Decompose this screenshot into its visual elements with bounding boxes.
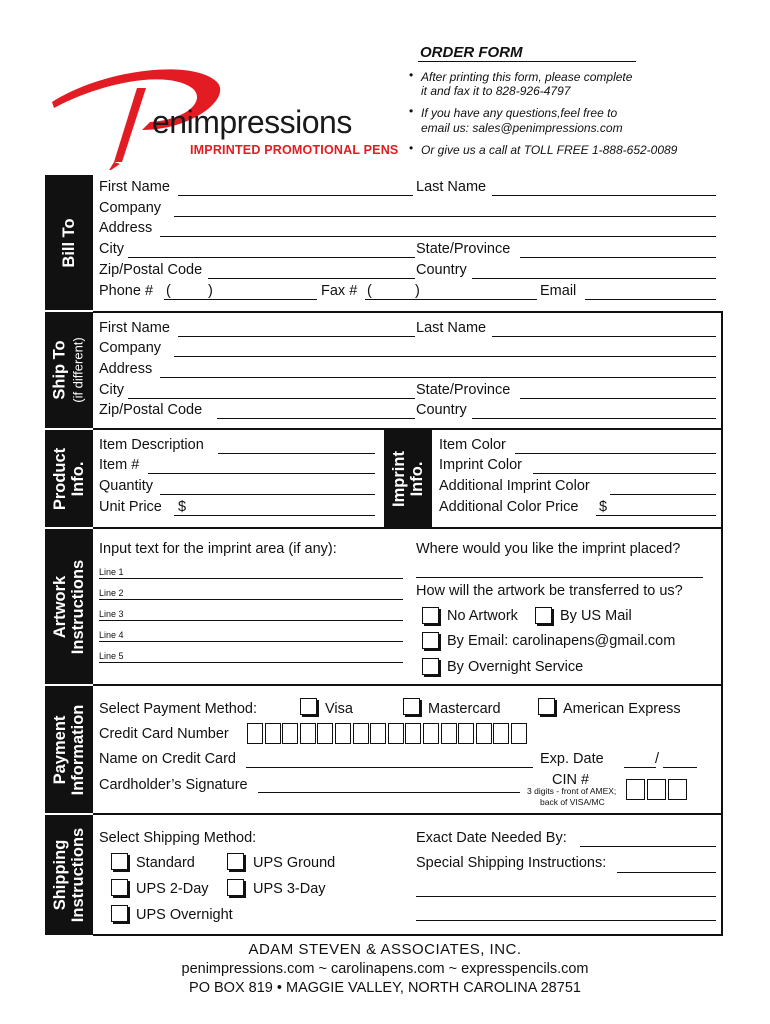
visa-label: Visa (325, 701, 353, 717)
by-mail-checkbox[interactable] (535, 607, 552, 624)
cin-note-1: 3 digits - front of AMEX; (527, 786, 617, 796)
card-digit-cell[interactable] (317, 723, 333, 744)
section-divider (93, 934, 723, 936)
questions-note: If you have any questions,feel free to (421, 106, 618, 120)
quantity-label: Quantity (99, 478, 153, 494)
line-5-label: Line 5 (99, 651, 124, 661)
section-divider (93, 813, 723, 815)
item-number-label: Item # (99, 457, 140, 473)
no-artwork-checkbox[interactable] (422, 607, 439, 624)
mastercard-label: Mastercard (428, 701, 501, 717)
imprint-color-field[interactable] (533, 473, 716, 474)
bill-phone-field[interactable] (164, 299, 317, 300)
fax-number: it and fax it to 828-926-4797 (421, 84, 571, 98)
bill-fax-field[interactable] (365, 299, 537, 300)
card-digit-cell[interactable] (458, 723, 474, 744)
item-description-label: Item Description (99, 437, 204, 453)
item-description-field[interactable] (218, 453, 375, 454)
form-title-underline (418, 61, 636, 62)
special-instructions-field-2[interactable] (416, 896, 716, 897)
additional-imprint-color-label: Additional Imprint Color (439, 478, 590, 494)
bullet: • (409, 141, 414, 155)
line-3-label: Line 3 (99, 609, 124, 619)
ship-last-name-label: Last Name (416, 320, 487, 336)
bullet: • (409, 104, 414, 118)
by-email-checkbox[interactable] (422, 632, 439, 649)
placement-field[interactable] (416, 577, 703, 578)
by-email-label: By Email: carolinapens@gmail.com (447, 633, 676, 649)
quantity-field[interactable] (160, 494, 375, 495)
ship-zip-field[interactable] (217, 418, 415, 419)
bill-last-name-label: Last Name (416, 179, 487, 195)
exp-month-field[interactable] (624, 767, 656, 768)
cin-digit-cell[interactable] (626, 779, 645, 800)
imprint-text-prompt: Input text for the imprint area (if any): (99, 541, 337, 557)
standard-label: Standard (136, 855, 195, 871)
ups-3day-checkbox[interactable] (227, 879, 244, 896)
right-border (721, 311, 723, 935)
card-digit-cell[interactable] (335, 723, 351, 744)
footer-websites: penimpressions.com ~ carolinapens.com ~ expresspencils.com (181, 961, 589, 977)
additional-color-price-field[interactable] (596, 515, 716, 516)
item-number-field[interactable] (148, 473, 375, 474)
no-artwork-label: No Artwork (447, 608, 518, 624)
card-digit-cell[interactable] (265, 723, 281, 744)
unit-price-field[interactable] (174, 515, 375, 516)
exp-separator: / (655, 751, 660, 767)
item-color-label: Item Color (439, 437, 506, 453)
ship-address-field[interactable] (160, 377, 716, 378)
ship-last-name-field[interactable] (492, 336, 716, 337)
unit-price-currency: $ (178, 499, 187, 515)
bill-last-name-field[interactable] (492, 195, 716, 196)
form-title: ORDER FORM (420, 44, 523, 61)
card-digit-cell[interactable] (405, 723, 421, 744)
cin-label: CIN # (552, 772, 590, 788)
by-mail-label: By US Mail (560, 608, 632, 624)
unit-price-label: Unit Price (99, 499, 162, 515)
payment-label: Payment Information (45, 686, 93, 813)
by-overnight-label: By Overnight Service (447, 659, 584, 675)
exp-year-field[interactable] (663, 767, 697, 768)
bill-country-label: Country (416, 262, 467, 278)
ship-zip-label: Zip/Postal Code (99, 402, 203, 418)
cin-digit-cell[interactable] (668, 779, 687, 800)
sales-email: email us: sales@penimpressions.com (421, 121, 623, 135)
visa-checkbox[interactable] (300, 698, 317, 715)
card-digit-cell[interactable] (370, 723, 386, 744)
special-instructions-field-3[interactable] (416, 920, 716, 921)
line-1-label: Line 1 (99, 567, 124, 577)
ship-to-label: Ship To (if different) (45, 312, 93, 428)
bill-zip-label: Zip/Postal Code (99, 262, 203, 278)
card-digit-cell[interactable] (353, 723, 369, 744)
amex-checkbox[interactable] (538, 698, 555, 715)
card-digit-cell[interactable] (511, 723, 527, 744)
ship-country-label: Country (416, 402, 467, 418)
special-instructions-field-1[interactable] (617, 872, 716, 873)
ups-overnight-checkbox[interactable] (111, 905, 128, 922)
bill-zip-field[interactable] (208, 278, 415, 279)
bill-country-field[interactable] (472, 278, 716, 279)
mastercard-checkbox[interactable] (403, 698, 420, 715)
ship-company-label: Company (99, 340, 162, 356)
card-digit-cell[interactable] (493, 723, 509, 744)
exact-date-label: Exact Date Needed By: (416, 830, 567, 846)
additional-color-currency: $ (599, 499, 608, 515)
fax-instructions: After printing this form, please complete (421, 70, 633, 84)
card-digit-cell[interactable] (423, 723, 439, 744)
ups-ground-label: UPS Ground (253, 855, 336, 871)
standard-checkbox[interactable] (111, 853, 128, 870)
card-digit-cell[interactable] (441, 723, 457, 744)
additional-imprint-color-field[interactable] (610, 494, 716, 495)
special-instructions-label: Special Shipping Instructions: (416, 855, 607, 871)
bill-first-name-field[interactable] (178, 195, 413, 196)
fax-paren-open: ( (367, 283, 372, 299)
signature-label: Cardholder’s Signature (99, 777, 248, 793)
line-3-field[interactable] (99, 620, 403, 621)
line-5-field[interactable] (99, 662, 403, 663)
phone-paren-close: ) (208, 283, 213, 299)
card-number-label: Credit Card Number (99, 726, 229, 742)
name-on-card-label: Name on Credit Card (99, 751, 236, 767)
transfer-question: How will the artwork be transferred to us? (416, 583, 683, 599)
bill-company-field[interactable] (174, 216, 716, 217)
card-digit-cell[interactable] (300, 723, 316, 744)
exp-date-label: Exp. Date (540, 751, 604, 767)
card-digit-cell[interactable] (282, 723, 298, 744)
signature-field[interactable] (258, 792, 520, 793)
placement-question: Where would you like the imprint placed? (416, 541, 681, 557)
shipping-label: Shipping Instructions (45, 815, 93, 935)
section-divider (93, 684, 723, 686)
shipping-method-label: Select Shipping Method: (99, 830, 257, 846)
bill-fax-label: Fax # (321, 283, 358, 299)
name-on-card-field[interactable] (246, 767, 533, 768)
bill-first-name-label: First Name (99, 179, 170, 195)
ship-state-field[interactable] (520, 398, 716, 399)
line-1-field[interactable] (99, 578, 403, 579)
section-divider (93, 527, 723, 529)
ship-country-field[interactable] (472, 418, 716, 419)
logo-wordmark: enimpressions (152, 104, 352, 140)
bill-city-field[interactable] (128, 257, 415, 258)
additional-color-price-label: Additional Color Price (439, 499, 579, 515)
card-digit-cell[interactable] (247, 723, 263, 744)
ship-state-label: State/Province (416, 382, 511, 398)
phone-paren-open: ( (166, 283, 171, 299)
ups-overnight-label: UPS Overnight (136, 907, 233, 923)
fax-paren-close: ) (415, 283, 420, 299)
line-2-label: Line 2 (99, 588, 124, 598)
footer-company: ADAM STEVEN & ASSOCIATES, INC. (248, 941, 522, 958)
item-color-field[interactable] (515, 453, 716, 454)
ups-2day-checkbox[interactable] (111, 879, 128, 896)
ship-first-name-label: First Name (99, 320, 170, 336)
bill-to-label: Bill To (45, 175, 93, 310)
ship-address-label: Address (99, 361, 153, 377)
line-4-field[interactable] (99, 641, 403, 642)
card-digit-cell[interactable] (476, 723, 492, 744)
bill-company-label: Company (99, 200, 162, 216)
ups-3day-label: UPS 3-Day (253, 881, 326, 897)
ship-city-label: City (99, 382, 124, 398)
bill-address-label: Address (99, 220, 153, 236)
bill-state-field[interactable] (520, 257, 716, 258)
bill-city-label: City (99, 241, 124, 257)
ups-ground-checkbox[interactable] (227, 853, 244, 870)
imprint-color-label: Imprint Color (439, 457, 522, 473)
cin-digit-cell[interactable] (647, 779, 666, 800)
line-2-field[interactable] (99, 599, 403, 600)
ups-2day-label: UPS 2-Day (136, 881, 209, 897)
artwork-label: Artwork Instructions (45, 529, 93, 684)
bill-state-label: State/Province (416, 241, 511, 257)
section-divider (93, 311, 723, 313)
line-4-label: Line 4 (99, 630, 124, 640)
cin-note-2: back of VISA/MC (540, 797, 605, 807)
bullet: • (409, 68, 414, 82)
by-overnight-checkbox[interactable] (422, 658, 439, 675)
amex-label: American Express (563, 701, 681, 717)
bill-phone-label: Phone # (99, 283, 154, 299)
phone-note: Or give us a call at TOLL FREE 1-888-652-0089 (421, 143, 678, 157)
ship-city-field[interactable] (128, 398, 415, 399)
bill-address-field[interactable] (160, 236, 716, 237)
imprint-info-label: Imprint Info. (384, 430, 432, 527)
footer-address: PO BOX 819 • MAGGIE VALLEY, NORTH CAROLINA 28751 (189, 980, 581, 996)
exact-date-field[interactable] (580, 846, 716, 847)
bill-email-label: Email (540, 283, 577, 299)
bill-email-field[interactable] (585, 299, 716, 300)
card-digit-cell[interactable] (388, 723, 404, 744)
ship-company-field[interactable] (174, 356, 716, 357)
product-info-label: Product Info. (45, 430, 93, 527)
payment-method-label: Select Payment Method: (99, 701, 257, 717)
logo-tagline: IMPRINTED PROMOTIONAL PENS (190, 143, 399, 157)
ship-first-name-field[interactable] (178, 336, 415, 337)
